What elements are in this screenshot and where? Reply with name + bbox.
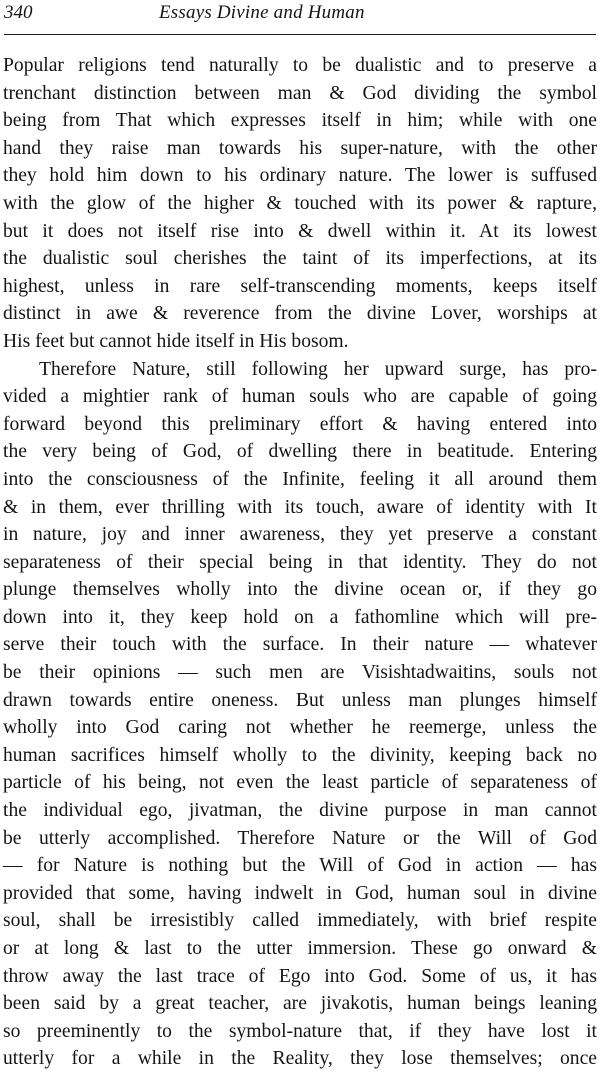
text-line: His feet but cannot hide itself in His bosom.	[3, 330, 349, 352]
text-line: be their opinions — such men are Visishtadwaitins, souls not	[3, 662, 597, 684]
running-head	[4, 0, 596, 35]
text-line: wholly into God caring not whether he reemerge, unless the	[3, 717, 597, 739]
text-line: be utterly accomplished. Therefore Nature or the Will of God	[3, 827, 597, 849]
text-line: with the glow of the higher & touched with its power & rapture,	[3, 192, 597, 214]
text-line: throw away the last trace of Ego into God. Some of us, it has	[3, 965, 597, 987]
running-title: Essays Divine and Human	[159, 2, 365, 23]
text-line: the dualistic soul cherishes the taint of its imperfections, at its	[3, 248, 597, 270]
text-line: they hold him down to his ordinary nature. The lower is suffused	[3, 165, 597, 187]
text-line: in nature, joy and inner awareness, they yet preserve a constant	[3, 524, 597, 546]
text-line: Therefore Nature, still following her upward surge, has pro-	[39, 358, 597, 380]
text-line: down into it, they keep hold on a fathomline which will pre-	[3, 606, 597, 628]
text-line: soul, shall be irresistibly called immediately, with brief respite	[3, 910, 597, 932]
text-line: highest, unless in rare self-transcending moments, keeps itself	[3, 275, 597, 297]
text-line: drawn towards entire oneness. But unless man plunges himself	[3, 689, 597, 711]
text-line: vided a mightier rank of human souls who are capable of going	[3, 386, 597, 408]
text-line: provided that some, having indwelt in God, human soul in divine	[3, 882, 597, 904]
text-line: the very being of God, of dwelling there in beatitude. Entering	[3, 441, 597, 463]
text-line: utterly for a while in the Reality, they lose themselves; once	[3, 1048, 597, 1070]
text-line: plunge themselves wholly into the divine ocean or, if they go	[3, 579, 597, 601]
text-line: distinct in awe & reverence from the divine Lover, worships at	[3, 303, 597, 325]
text-line: so preeminently to the symbol-nature that, if they have lost it	[3, 1020, 597, 1042]
paragraph-2	[3, 356, 597, 1073]
text-line: & in them, ever thrilling with its touch, aware of identity with It	[3, 496, 597, 518]
text-line: been said by a great teacher, are jivakotis, human beings leaning	[3, 993, 597, 1015]
text-line: human sacrifices himself wholly to the divinity, keeping back no	[3, 744, 597, 766]
paragraph-1	[3, 52, 597, 356]
text-line: into the consciousness of the Infinite, feeling it all around them	[3, 468, 597, 490]
text-line: serve their touch with the surface. In their nature — whatever	[3, 634, 597, 656]
text-line: particle of his being, not even the least particle of separateness of	[3, 772, 597, 794]
page-number: 340	[4, 2, 33, 23]
text-line: forward beyond this preliminary effort & having entered into	[3, 413, 597, 435]
text-line: Popular religions tend naturally to be dualistic and to preserve a	[3, 55, 597, 76]
text-line: hand they raise man towards his super-nature, with the other	[3, 137, 597, 159]
text-line: being from That which expresses itself in him; while with one	[3, 110, 597, 132]
text-line: but it does not itself rise into & dwell within it. At its lowest	[3, 220, 597, 242]
text-line: separateness of their special being in that identity. They do not	[3, 551, 597, 573]
text-line: — for Nature is nothing but the Will of God in action — has	[3, 855, 597, 877]
body-text	[3, 52, 597, 1073]
text-line: or at long & last to the utter immersion. These go onward &	[3, 938, 597, 959]
text-line: trenchant distinction between man & God dividing the symbol	[3, 82, 597, 104]
text-line: the individual ego, jivatman, the divine purpose in man cannot	[3, 800, 597, 822]
